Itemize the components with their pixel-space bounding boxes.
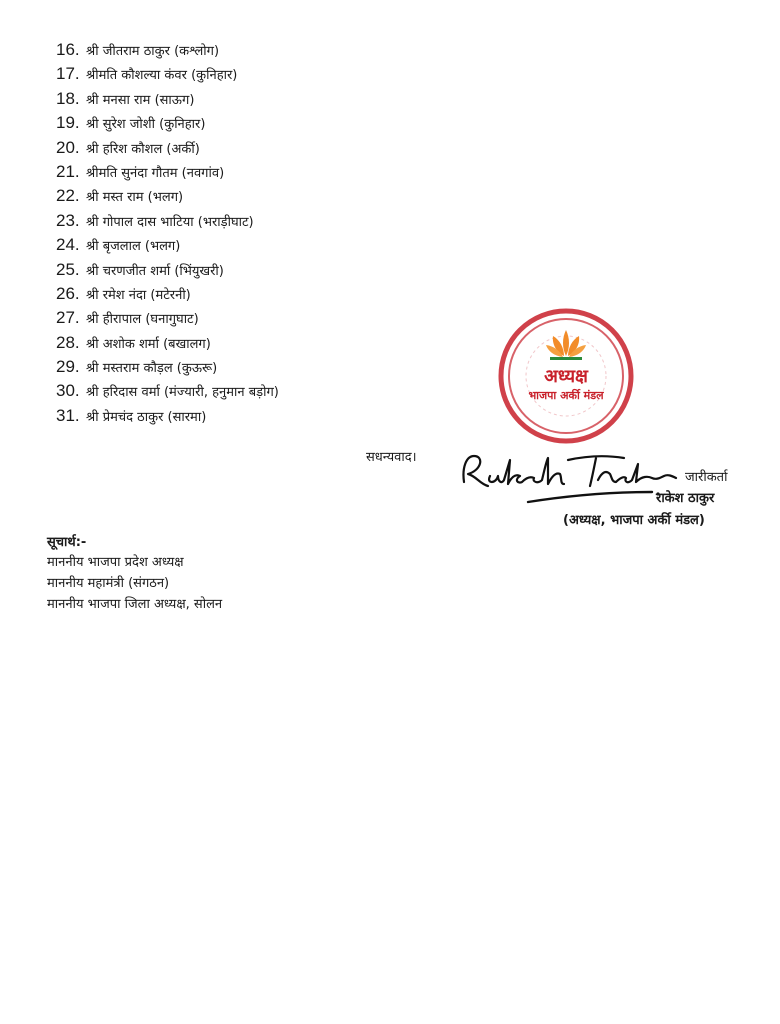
list-item: माननीय भाजपा जिला अध्यक्ष, सोलन <box>47 597 223 612</box>
member-name: श्री प्रेमचंद ठाकुर (सारमा) <box>86 409 207 425</box>
signature-icon <box>456 446 688 506</box>
list-number: 19. <box>56 113 80 133</box>
list-item: माननीय भाजपा प्रदेश अध्यक्ष <box>47 555 184 570</box>
list-number: 27. <box>56 308 80 328</box>
list-item <box>56 87 279 111</box>
list-item <box>56 160 279 184</box>
issuer-label: जारीकर्ता <box>685 470 728 485</box>
member-name: श्री गोपाल दास भाटिया (भराड़ीघाट) <box>86 214 254 230</box>
list-number: 25. <box>56 259 80 279</box>
list-number: 18. <box>56 88 80 108</box>
member-name: श्री मस्तराम कौड़ल (कुऊरू) <box>86 361 218 377</box>
signer-name: राकेश ठाकुर <box>656 491 715 506</box>
member-name: श्रीमति सुनंदा गौतम (नवगांव) <box>86 165 225 181</box>
member-list <box>56 38 279 428</box>
list-number: 23. <box>56 210 80 230</box>
member-name: श्री हरिदास वर्मा (मंज्यारी, हनुमान बड़ोग) <box>86 385 279 401</box>
list-item <box>56 136 279 160</box>
stamp-title: अध्यक्ष <box>544 366 588 387</box>
list-number: 29. <box>56 357 80 377</box>
closing-thanks: सधन्यवाद। <box>366 450 417 465</box>
member-name: श्री हीरापाल (घनागुघाट) <box>86 312 199 328</box>
list-number: 31. <box>56 405 80 425</box>
member-name: श्री जीतराम ठाकुर (कश्लोग) <box>86 44 220 59</box>
list-number: 20. <box>56 137 80 157</box>
member-name: श्री हरिश कौशल (अर्की) <box>86 141 200 157</box>
list-item <box>56 258 279 282</box>
list-item <box>56 111 279 135</box>
official-stamp <box>496 306 636 446</box>
list-item <box>56 331 279 355</box>
list-item <box>56 233 279 257</box>
member-name: श्री अशोक शर्मा (बखालग) <box>86 336 211 352</box>
member-name: श्री मस्त राम (भलग) <box>86 190 184 206</box>
member-name: श्री रमेश नंदा (मटेरनी) <box>86 287 191 303</box>
list-item <box>56 379 279 403</box>
list-number: 28. <box>56 332 80 352</box>
list-item <box>56 282 279 306</box>
list-number: 17. <box>56 64 80 84</box>
list-item <box>56 404 279 428</box>
list-number: 26. <box>56 283 80 303</box>
list-number: 30. <box>56 381 80 401</box>
stamp-subtitle: भाजपा अर्की मंडल <box>528 389 604 402</box>
member-name: श्री चरणजीत शर्मा (भिंयुखरी) <box>86 263 224 279</box>
member-name: श्री सुरेश जोशी (कुनिहार) <box>86 117 206 133</box>
signer-title: (अध्यक्ष, भाजपा अर्की मंडल) <box>563 513 705 528</box>
list-item <box>56 306 279 330</box>
list-item <box>56 38 279 62</box>
list-item <box>56 184 279 208</box>
list-number: 21. <box>56 161 80 181</box>
list-item <box>56 62 279 86</box>
list-number: 16. <box>56 40 80 59</box>
list-item <box>56 355 279 379</box>
member-name: श्री बृजलाल (भलग) <box>86 239 181 255</box>
list-number: 24. <box>56 235 80 255</box>
info-heading: सूचार्थ:- <box>47 535 87 550</box>
lotus-icon <box>546 330 586 360</box>
list-item <box>56 209 279 233</box>
member-name: श्री मनसा राम (साऊग) <box>86 92 195 108</box>
list-item: माननीय महामंत्री (संगठन) <box>47 576 170 591</box>
member-name: श्रीमति कौशल्या कंवर (कुनिहार) <box>86 68 238 84</box>
list-number: 22. <box>56 186 80 206</box>
recipient-list <box>47 552 222 615</box>
